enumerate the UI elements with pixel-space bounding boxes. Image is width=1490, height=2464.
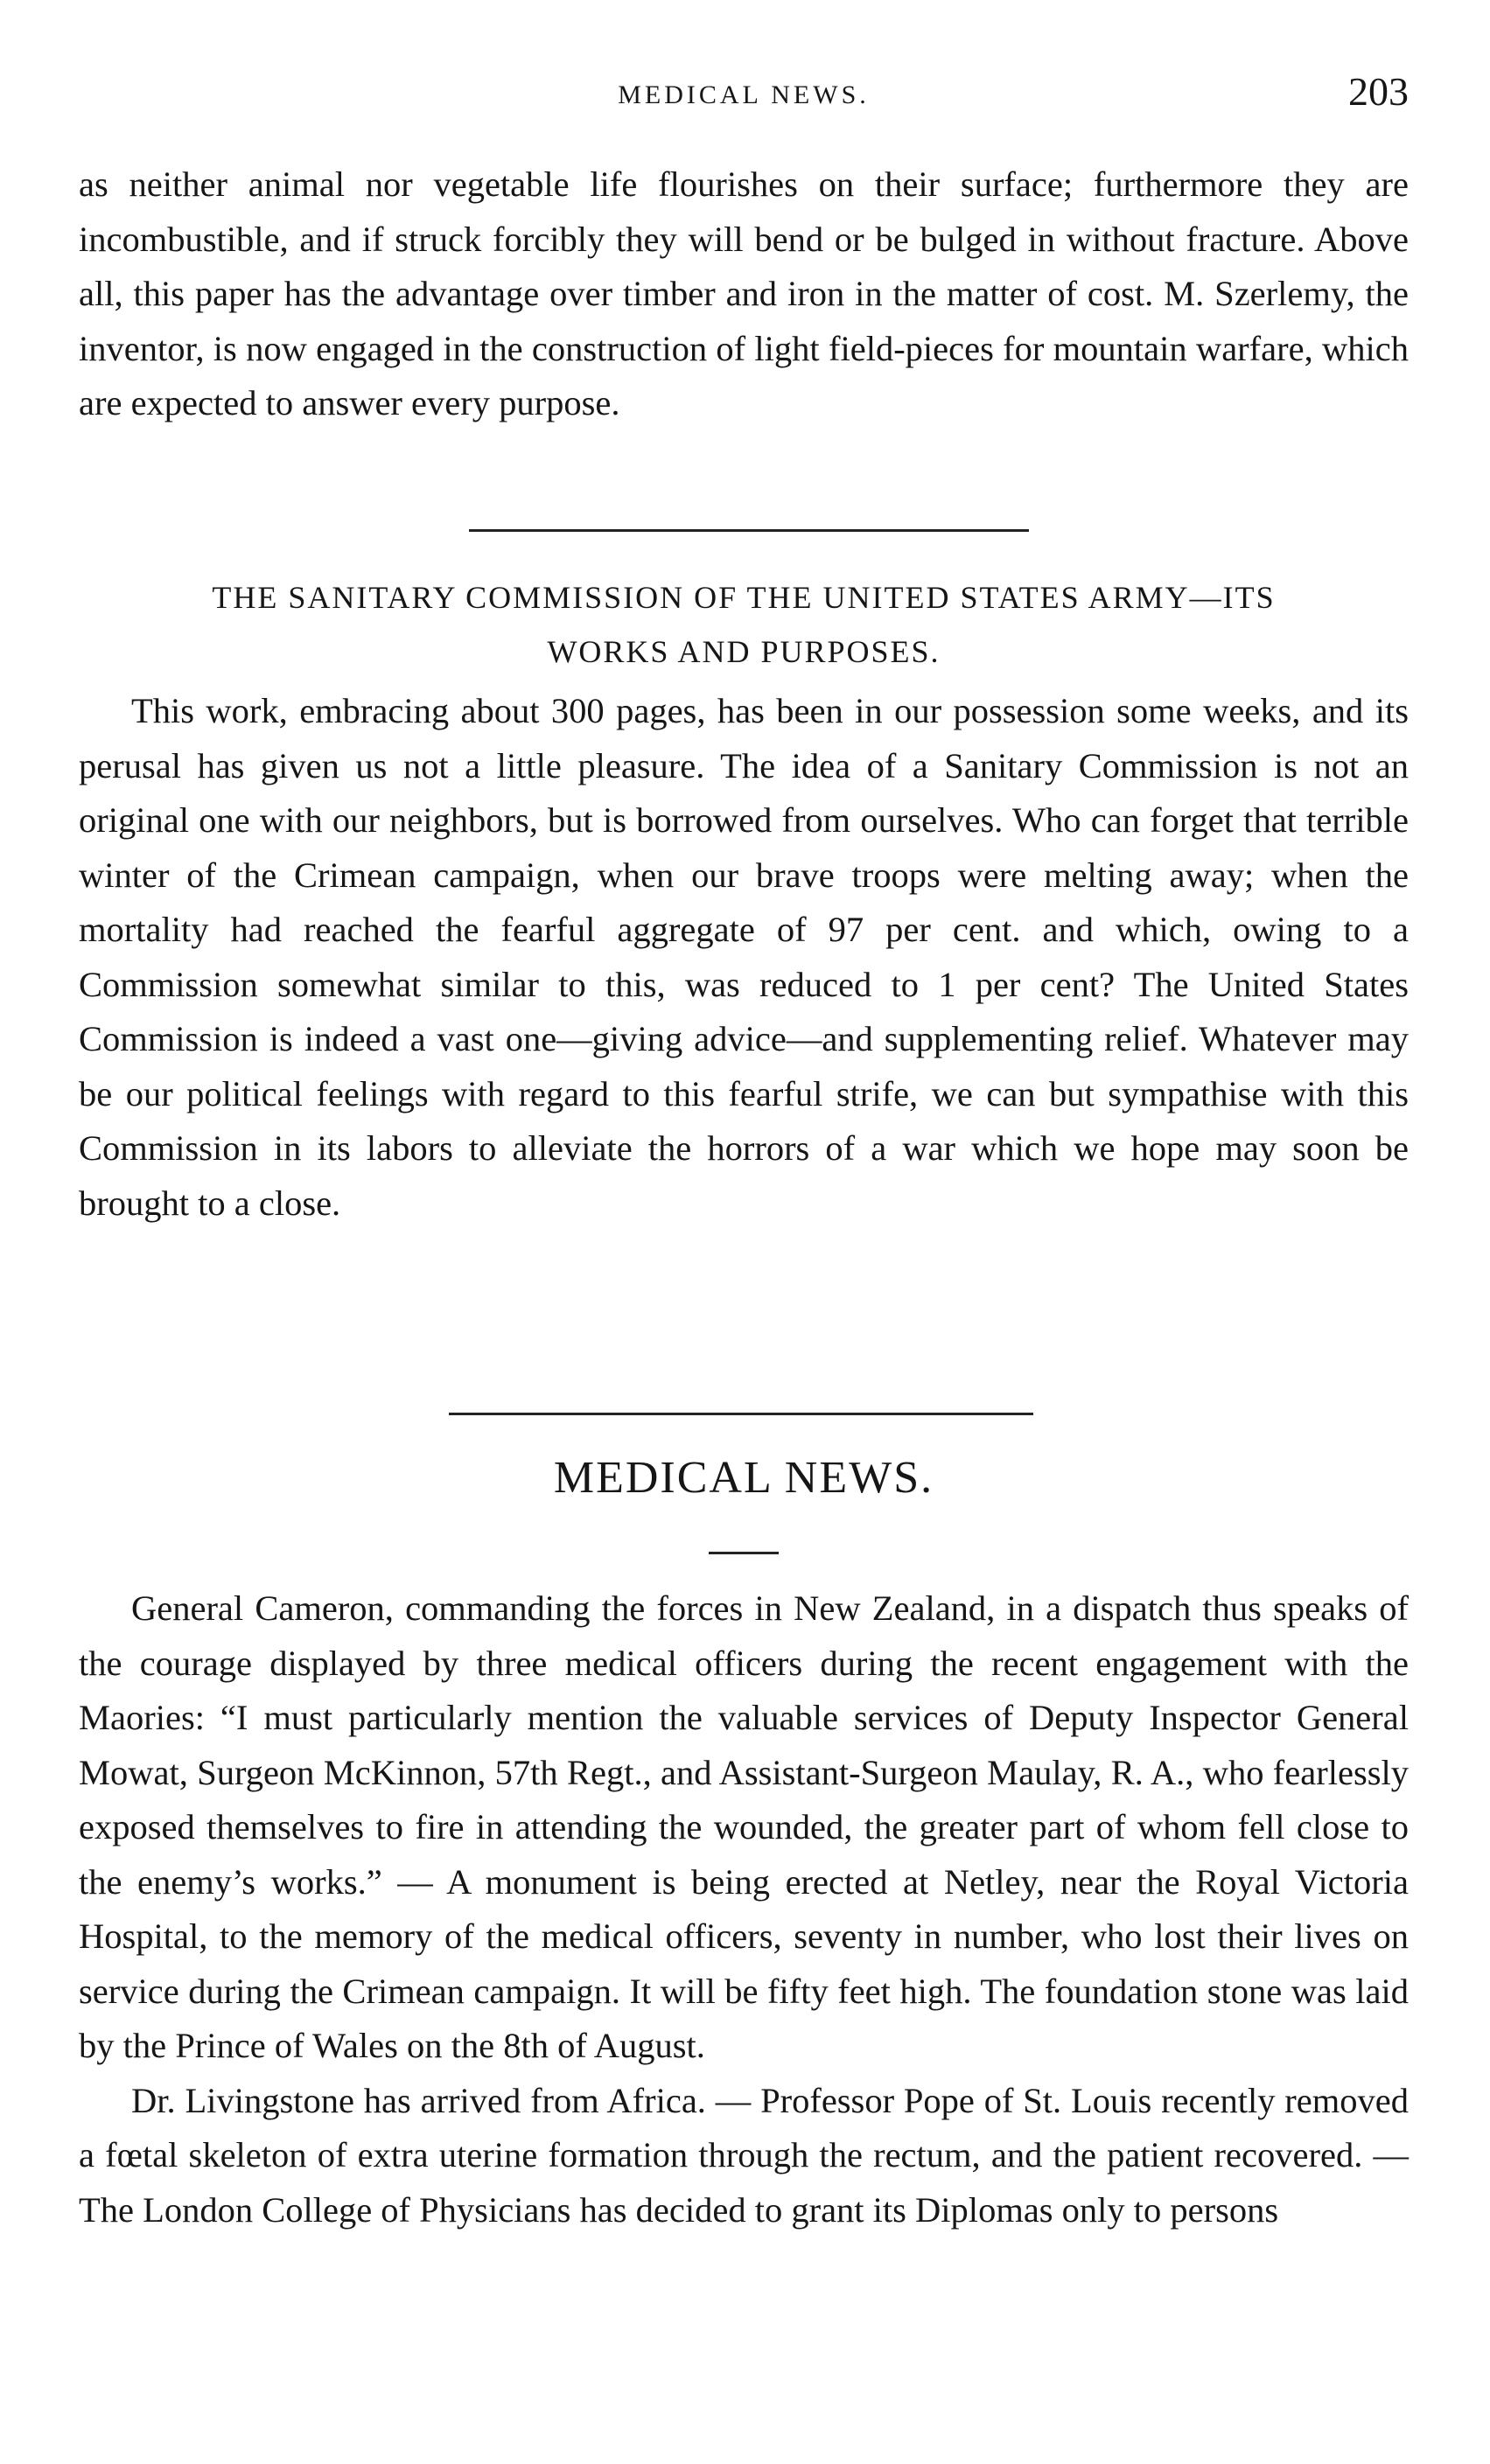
medical-news-paragraph-2: Dr. Livingstone has arrived from Africa. — Professor Pope of St. Louis recently removed a fœtal skeleton of extra uterine formation through the rectum, and the patient recovered. — The London College of Physicians has decided to grant its Diplomas only to persons	[79, 2080, 1409, 2230]
section-divider	[469, 529, 1029, 532]
title-rule	[709, 1552, 779, 1554]
sanitary-paragraph: This work, embracing about 300 pages, has been in our possession some weeks, and its perusal has given us not a little pleasure. The idea of a Sanitary Commission is not an original one with our neighbors, but is borrowed from ourselves. Who can forget that terrible winter of the Crimean campaign, when our brave troops were melting away; when the mortality had reached the fearful aggregate of 97 per cent. and which, owing to a Commission somewhat similar to this, was reduced to 1 per cent? The United States Commission is indeed a vast one—giving advice—and supplementing relief. Whatever may be our political feelings with regard to this fearful strife, we can but sympathise with this Commission in its labors to alleviate the horrors of a war which we hope may soon be brought to a close.	[79, 691, 1409, 1223]
continued-paragraph: as neither animal nor vegetable life flourishes on their surface; furthermore they are incombustible, and if struck forcibly they will bend or be bulged in without fracture. Above all, this paper has the advantage over timber and iron in the matter of cost. M. Szerlemy, the inventor, is now engaged in the construction of light field-pieces for mountain warfare, which are expected to answer every purpose.	[79, 164, 1409, 422]
running-head	[79, 68, 1409, 121]
continued-text	[79, 157, 1409, 431]
medical-news-title: MEDICAL NEWS.	[553, 1453, 934, 1503]
section-heading-line-2: WORKS AND PURPOSES.	[547, 634, 941, 669]
sanitary-commission-section	[79, 570, 1409, 1231]
medical-news-paragraph-1: General Cameron, commanding the forces in New Zealand, in a dispatch thus speaks of the courage displayed by three medical officers during the recent engagement with the Maories: “I must particularly mention the valuable services of Deputy Inspector General Mowat, Surgeon McKinnon, 57th Regt., and Assistant-Surgeon Maulay, R. A., who fearlessly exposed themselves to fire in attending the wounded, the greater part of whom fell close to the enemy’s works.” — A monument is being erected at Netley, near the Royal Victoria Hospital, to the memory of the medical officers, seventy in number, who lost their lives on service during the Crimean campaign. It will be fifty feet high. The foundation stone was laid by the Prince of Wales on the 8th of August.	[79, 1588, 1409, 2065]
medical-news-section	[79, 1581, 1409, 2237]
page-number: 203	[1348, 69, 1409, 114]
section-divider	[449, 1413, 1033, 1415]
section-heading-line-1: THE SANITARY COMMISSION OF THE UNITED STATES ARMY—ITS	[212, 580, 1276, 615]
running-title: MEDICAL NEWS.	[618, 80, 870, 109]
